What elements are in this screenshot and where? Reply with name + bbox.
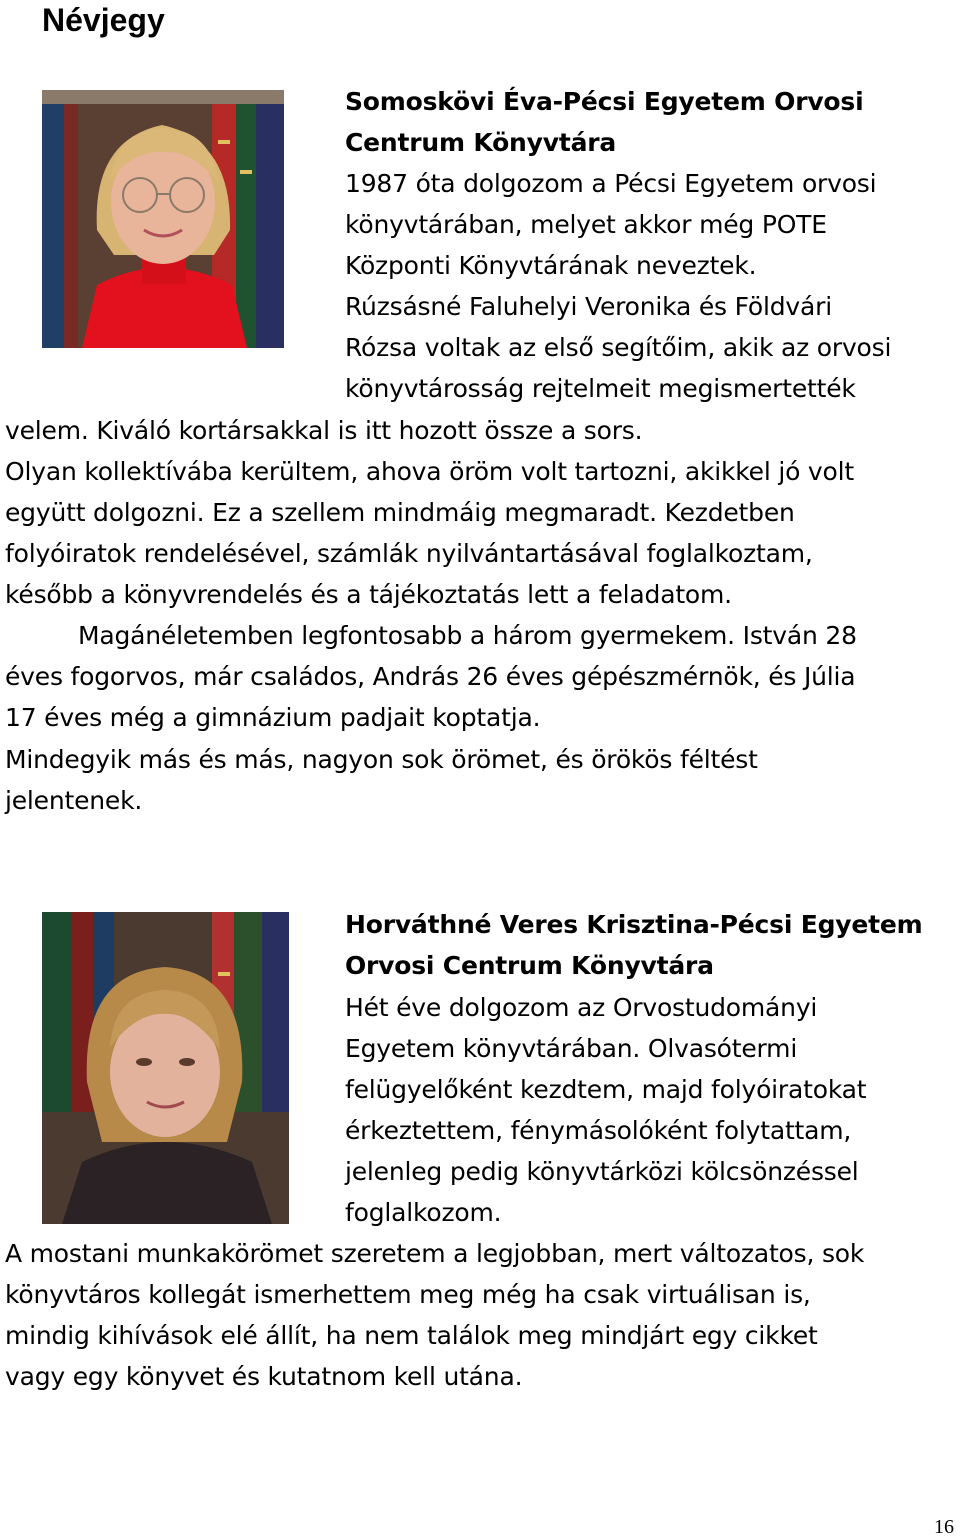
profile-1-body-line: folyóiratok rendelésével, számlák nyilvántartásával foglalkoztam,	[5, 539, 813, 568]
profile-2-body-line: foglalkozom.	[345, 1198, 502, 1227]
portrait-photo-horvathne	[42, 912, 289, 1224]
profile-1-body-line: éves fogorvos, már családos, András 26 éves gépészmérnök, és Júlia	[5, 662, 856, 691]
profile-1-body-line: együtt dolgozni. Ez a szellem mindmáig megmaradt. Kezdetben	[5, 498, 795, 527]
profile-2-body-line: Egyetem könyvtárában. Olvasótermi	[345, 1034, 798, 1063]
profile-1-body-line: 1987 óta dolgozom a Pécsi Egyetem orvosi	[345, 169, 877, 198]
profile-2-body-line: Hét éve dolgozom az Orvostudományi	[345, 993, 818, 1022]
profile-2-body-line: jelenleg pedig könyvtárközi kölcsönzéssel	[345, 1157, 859, 1186]
profile-1-body-line: Központi Könyvtárának neveztek.	[345, 251, 757, 280]
profile-2-heading-line-2: Orvosi Centrum Könyvtára	[345, 951, 714, 980]
profile-1-heading-line-2: Centrum Könyvtára	[345, 128, 617, 157]
profile-2-body-line: vagy egy könyvet és kutatnom kell utána.	[5, 1362, 523, 1391]
profile-1-body-line: később a könyvrendelés és a tájékoztatás lett a feladatom.	[5, 580, 732, 609]
profile-1-body-line: Rúzsásné Faluhelyi Veronika és Földvári	[345, 292, 832, 321]
profile-1-body-line: Olyan kollektívába kerültem, ahova öröm volt tartozni, akikkel jó volt	[5, 457, 854, 486]
profile-1-body-line: könyvtárában, melyet akkor még POTE	[345, 210, 827, 239]
page-number: 16	[934, 1516, 954, 1538]
profile-1-heading-line-1: Somoskövi Éva-Pécsi Egyetem Orvosi	[345, 87, 864, 116]
profile-2-body-line: mindig kihívások elé állít, ha nem találok meg mindjárt egy cikket	[5, 1321, 818, 1350]
profile-1-body-line: könyvtárosság rejtelmeit megismertették	[345, 374, 856, 403]
profile-1-body-line: jelentenek.	[5, 786, 143, 815]
profile-2-body-line: érkeztettem, fénymásolóként folytattam,	[345, 1116, 852, 1145]
profile-1-body-line: Mindegyik más és más, nagyon sok örömet, és örökös féltést	[5, 745, 758, 774]
profile-2-body-line: A mostani munkakörömet szeretem a legjobban, mert változatos, sok	[5, 1239, 865, 1268]
profile-1-body-line: 17 éves még a gimnázium padjait koptatja.	[5, 703, 541, 732]
profile-1-body-line: Magánéletemben legfontosabb a három gyermekem. István 28	[78, 621, 857, 650]
portrait-photo-somoskovi	[42, 90, 284, 348]
profile-2-body-line: felügyelőként kezdtem, majd folyóiratokat	[345, 1075, 867, 1104]
profile-1-body-line: Rózsa voltak az első segítőim, akik az orvosi	[345, 333, 892, 362]
page-title: Névjegy	[42, 2, 165, 38]
profile-2-body-line: könyvtáros kollegát ismerhettem meg még ha csak virtuálisan is,	[5, 1280, 811, 1309]
profile-2-heading-line-1: Horváthné Veres Krisztina-Pécsi Egyetem	[345, 910, 923, 939]
profile-1-body-line: velem. Kiváló kortársakkal is itt hozott össze a sors.	[5, 416, 643, 445]
